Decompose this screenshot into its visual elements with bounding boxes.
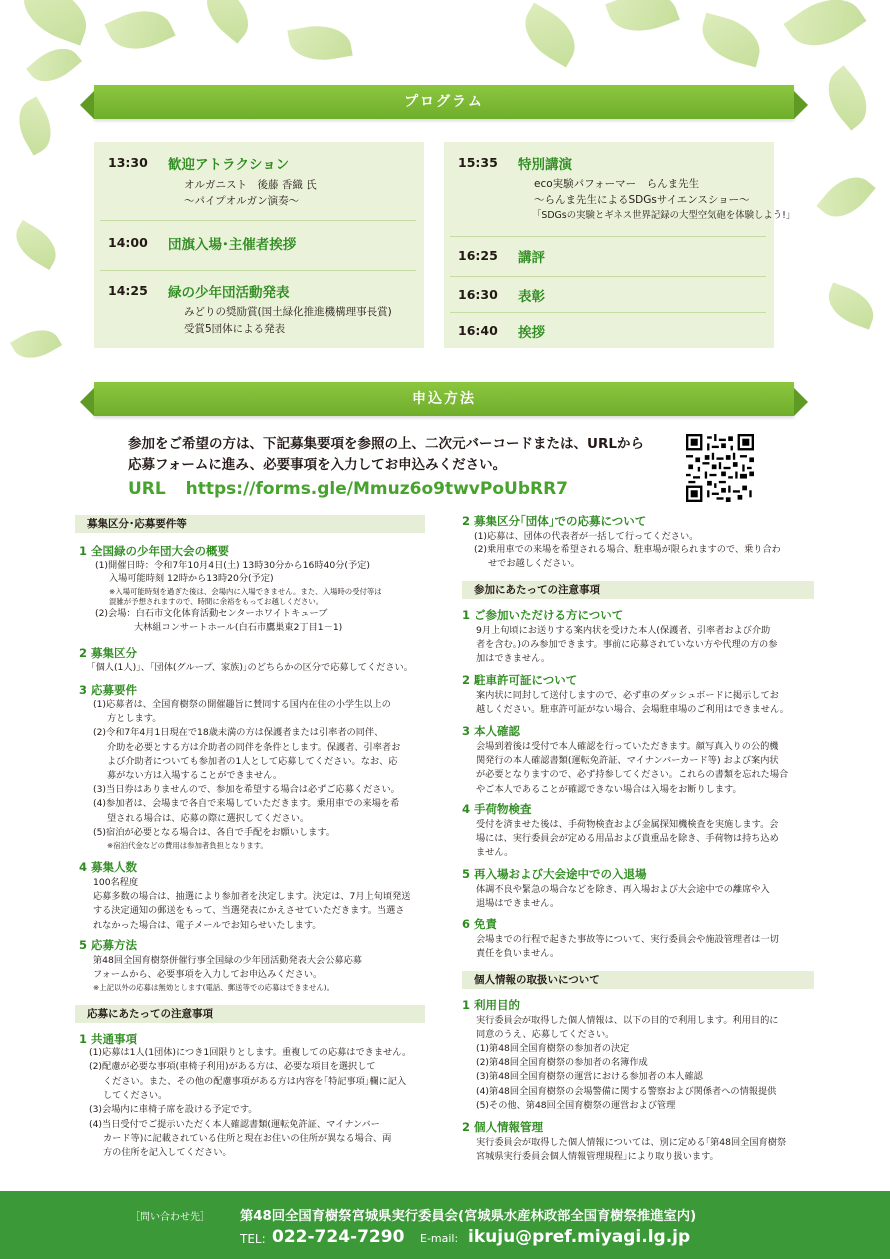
text-line: 体調不良や緊急の場合などを除き、再入場および大会途中での離席や入 — [476, 884, 770, 895]
text-line: ※宿泊代金などの費用は参加者負担となります。 — [107, 841, 268, 850]
text-line: 加はできません。 — [476, 653, 551, 665]
section-heading-application-notes: 応募にあたっての注意事項 — [75, 1005, 425, 1023]
text-line: (1)応募者は、全国育樹祭の開催趣旨に賛同する国内在住の小学生以上の — [93, 699, 391, 710]
text-line: (1)応募は、団体の代表者が一括して行ってください。 — [474, 531, 699, 542]
program-sub: eco実験パフォーマー らんま先生 — [534, 178, 700, 190]
text-line: (3)当日券はありませんので、参加を希望する場合は必ずご応募ください。 — [93, 784, 400, 796]
text-line: 案内状に同封して送付しますので、必ず車のダッシュボードに掲示してお — [476, 690, 779, 701]
text-line: (1)応募は1人(1団体)につき1回限りとします。重複しての応募はできません。 — [89, 1047, 412, 1058]
text-line: ※入場可能時刻を過ぎた後は、会場内に入場できません。また、入場時の受付等は — [109, 586, 382, 596]
program-title: 講評 — [518, 250, 545, 266]
email-address[interactable]: ikuju@pref.miyagi.lg.jp — [468, 1227, 691, 1247]
apply-heading: 申込方法 — [94, 382, 794, 416]
apply-intro-line: 応募フォームに進み、必要事項を入力してお申込みください。 — [128, 457, 507, 473]
text-line: フォームから、必要事項を入力してお申込みください。 — [93, 969, 323, 981]
text-line: 場には、実行委員会が定める用品および貴重品を除き、手荷物は持ち込め — [476, 833, 779, 845]
divider — [450, 312, 766, 313]
program-time: 16:40 — [458, 323, 498, 338]
text-line: (3)会場内に車椅子席を設ける予定です。 — [89, 1104, 258, 1116]
section-heading-privacy: 個人情報の取扱いについて — [462, 971, 814, 989]
program-left-panel — [94, 142, 424, 348]
program-title: 歓迎アトラクション — [168, 157, 290, 173]
leaf-decoration-icon — [696, 13, 766, 68]
text-line: 望される場合は、応募の際に選択してください。 — [107, 812, 310, 824]
text-line: が必要となりますので、必ず持参してください。これらの書類を忘れた場合 — [476, 769, 789, 781]
divider — [100, 270, 416, 271]
text-line: (4)参加者は、会場まで各自で来場していただきます。乗用車での来場を希 — [93, 798, 400, 810]
leaf-decoration-icon — [816, 65, 879, 130]
text-line: 退場はできません。 — [476, 898, 560, 910]
program-right-panel — [444, 142, 796, 348]
subheading-common: 1 共通事項 — [79, 1032, 138, 1046]
program-title: 特別講演 — [518, 157, 572, 173]
text-line: 同意のうえ、応募してください。 — [476, 1029, 615, 1041]
text-line: する決定通知の郵送をもって、当選発表にかえさせていただきます。当選さ — [93, 905, 405, 917]
divider — [100, 220, 416, 221]
program-sub: ～らんま先生によるSDGsサイエンスショー～ — [534, 194, 750, 206]
url-label: URL — [128, 479, 166, 499]
text-line: 会場までの行程で起きた事故等について、実行委員会や施設管理者は一切 — [476, 934, 779, 945]
leaf-decoration-icon — [514, 3, 586, 68]
text-line: 実行委員会が取得した個人情報については、別に定める｢第48回全国育樹祭 — [476, 1137, 787, 1148]
text-line: 受付を済ませた後は、手荷物検査および金属探知機検査を実施します。会 — [476, 819, 779, 830]
qr-code-icon[interactable] — [686, 434, 754, 502]
program-time: 16:30 — [458, 287, 498, 302]
text-line: (1)開催日時：令和7年10月4日(土) 13時30分から16時40分(予定) — [95, 560, 370, 571]
text-line: (2)会場：白石市文化体育活動センターホワイトキューブ — [95, 608, 328, 620]
subheading-identity: 3 本人確認 — [462, 724, 521, 738]
divider — [450, 236, 766, 237]
text-line: (3)第48回全国育樹祭の運営における参加者の本人確認 — [476, 1071, 703, 1083]
text-line: 方とします。 — [107, 713, 162, 725]
text-line: ｢個人(1人)｣、｢団体(グループ、家族)｣のどちらかの区分で応募してください。 — [91, 662, 413, 673]
subheading-capacity: 4 募集人数 — [79, 860, 138, 874]
text-line: (5)宿泊が必要となる場合は、各自で手配をお願いします。 — [93, 826, 335, 838]
apply-url[interactable] — [128, 479, 568, 499]
text-line: (1)第48回全国育樹祭の参加者の決定 — [476, 1043, 630, 1055]
program-time: 14:25 — [108, 283, 148, 298]
text-line: (5)その他、第48回全国育樹祭の運営および管理 — [476, 1099, 676, 1111]
subheading-disclaimer: 6 免責 — [462, 917, 498, 931]
leaf-decoration-icon — [822, 282, 880, 329]
program-title: 表彰 — [518, 289, 545, 305]
text-line: (2)配慮が必要な事項(車椅子利用)がある方は、必要な項目を選択して — [89, 1061, 376, 1073]
leaf-decoration-icon — [816, 166, 875, 228]
tel-label: TEL: — [240, 1232, 266, 1246]
text-line: ません。 — [476, 847, 514, 859]
text-line: 大林組コンサートホール(白石市鷹巣東2丁目1－1) — [134, 621, 343, 633]
program-time: 14:00 — [108, 235, 148, 250]
text-line: 介助を必要とする方は介助者の同伴を条件とします。保護者、引率者お — [107, 741, 401, 753]
program-time: 13:30 — [108, 155, 148, 170]
section-heading-recruitment: 募集区分･応募要件等 — [75, 515, 425, 533]
leaf-decoration-icon — [8, 220, 65, 270]
leaf-decoration-icon — [26, 38, 82, 92]
url-link[interactable]: https://forms.gle/Mmuz6o9twvPoUbRR7 — [185, 479, 568, 499]
subheading-parking: 2 駐車許可証について — [462, 673, 578, 687]
text-line: 第48回全国育樹祭併催行事全国緑の少年団活動発表大会公募応募 — [93, 955, 362, 966]
text-line: 会場到着後は受付で本人確認を行っていただきます。顔写真入りの公的機 — [476, 741, 779, 752]
program-heading: プログラム — [94, 85, 794, 119]
contact-organization: 第48回全国育樹祭宮城県実行委員会(宮城県水産林政部全国育樹祭推進室内) — [240, 1209, 697, 1224]
program-time: 15:35 — [458, 155, 498, 170]
text-line: (4)当日受付でご提示いただく本人確認書類(運転免許証、マイナンバー — [89, 1118, 380, 1130]
program-sub: 「SDGsの実験とギネス世界記録の大型空気砲を体験しよう!」 — [532, 210, 796, 221]
subheading-reentry: 5 再入場および大会途中での入退場 — [462, 867, 647, 881]
subheading-category: 2 募集区分 — [79, 646, 138, 660]
contact-label: ［問い合わせ先］ — [130, 1212, 210, 1223]
program-sub: みどりの奨励賞(国土緑化推進機構理事長賞) — [184, 306, 392, 318]
text-line: 越しください。駐車許可証がない場合、会場駐車場のご利用はできません。 — [476, 704, 789, 716]
text-line: 応募多数の場合は、抽選により参加者を決定します。決定は、7月上旬頃発送 — [93, 891, 411, 903]
program-sub: オルガニスト 後藤 香織 氏 — [184, 179, 317, 191]
text-line: 混雑が予想されますので、時間に余裕をもってお越しください。 — [109, 597, 324, 607]
footer — [0, 1191, 890, 1259]
program-sub: 受賞5団体による発表 — [184, 323, 286, 335]
leaf-decoration-icon — [14, 0, 95, 46]
text-line: やご本人であることが確認できない場合は入場をお断りします。 — [476, 783, 742, 795]
section-heading-participation-notes: 参加にあたっての注意事項 — [462, 581, 814, 599]
program-time: 16:25 — [458, 248, 498, 263]
text-line: 方の住所を記入してください。 — [103, 1147, 232, 1159]
apply-intro — [128, 434, 644, 476]
text-line: (2)第48回全国育樹祭の参加者の名簿作成 — [476, 1057, 648, 1069]
subheading-group-application: 2 募集区分｢団体｣での応募について — [462, 514, 647, 528]
program-title: 挨拶 — [518, 325, 545, 341]
program-title: 団旗入場･主催者挨拶 — [168, 237, 297, 253]
subheading-eligible: 1 ご参加いただける方について — [462, 608, 624, 622]
program-title: 緑の少年団活動発表 — [168, 285, 290, 301]
text-line: ください。また、その他の配慮事項がある方は内容を｢特記事項｣欄に記入 — [103, 1075, 407, 1087]
subheading-requirements: 3 応募要件 — [79, 683, 138, 697]
subheading-purpose: 1 利用目的 — [462, 998, 521, 1012]
leaf-decoration-icon — [10, 321, 62, 367]
leaf-decoration-icon — [9, 96, 62, 155]
text-line: れなかった場合は、電子メールでお知らせいたします。 — [93, 919, 322, 931]
text-line: (4)第48回全国育樹祭の会場警備に関する警察および関係者への情報提供 — [476, 1085, 777, 1097]
subheading-method: 5 応募方法 — [79, 938, 138, 952]
text-line: 責任を負いません。 — [476, 948, 560, 960]
leaf-decoration-icon — [783, 0, 866, 61]
text-line: (2)令和7年4月1日現在で18歳未満の方は保護者または引率者の同伴、 — [93, 727, 384, 739]
text-line: 入場可能時刻 12時から13時20分(予定) — [109, 573, 274, 585]
text-line: 者を含む。)のみ参加できます。事前に応募されていない方や代理の方の参 — [476, 639, 778, 651]
apply-intro-line: 参加をご希望の方は、下記募集要項を参照の上、二次元バーコードまたは、URLから — [128, 436, 644, 452]
text-line: よび介助者についても参加者の1人として応募してください。なお、応 — [107, 755, 398, 767]
text-line: 100名程度 — [93, 877, 139, 888]
divider — [450, 276, 766, 277]
text-line: (2)乗用車での来場を希望される場合、駐車場が限られますので、乗り合わ — [474, 544, 781, 556]
leaf-decoration-icon — [287, 20, 352, 66]
subheading-baggage: 4 手荷物検査 — [462, 802, 532, 816]
email-label: E-mail: — [420, 1232, 459, 1245]
text-line: 宮城県実行委員会個人情報管理規程｣により取り扱います。 — [476, 1151, 719, 1163]
text-line: カード等)に記載されている住所と現在お住いの住所が異なる場合、両 — [103, 1132, 392, 1144]
leaf-decoration-icon — [195, 0, 260, 44]
text-line: 募がない方は入場することができません。 — [107, 770, 283, 781]
text-line: 関発行の本人確認書類(運転免許証、マイナンバーカード等) および案内状 — [476, 755, 779, 767]
text-line: 9月上旬頃にお送りする案内状を受けた本人(保護者、引率者および介助 — [476, 625, 771, 636]
leaf-decoration-icon — [605, 0, 680, 42]
tel-number[interactable]: 022-724-7290 — [272, 1227, 405, 1247]
text-line: ※上記以外の応募は無効とします(電話、郵送等での応募はできません)。 — [93, 983, 335, 993]
leaf-decoration-icon — [104, 0, 175, 61]
program-sub: ～パイプオルガン演奏～ — [184, 195, 300, 207]
text-line: 実行委員会が取得した個人情報は、以下の目的で利用します。利用目的に — [476, 1015, 779, 1026]
text-line: せでお越しください。 — [488, 557, 580, 569]
subheading-management: 2 個人情報管理 — [462, 1120, 544, 1134]
text-line: してください。 — [103, 1089, 168, 1101]
subheading-overview: 1 全国緑の少年団大会の概要 — [79, 544, 230, 558]
